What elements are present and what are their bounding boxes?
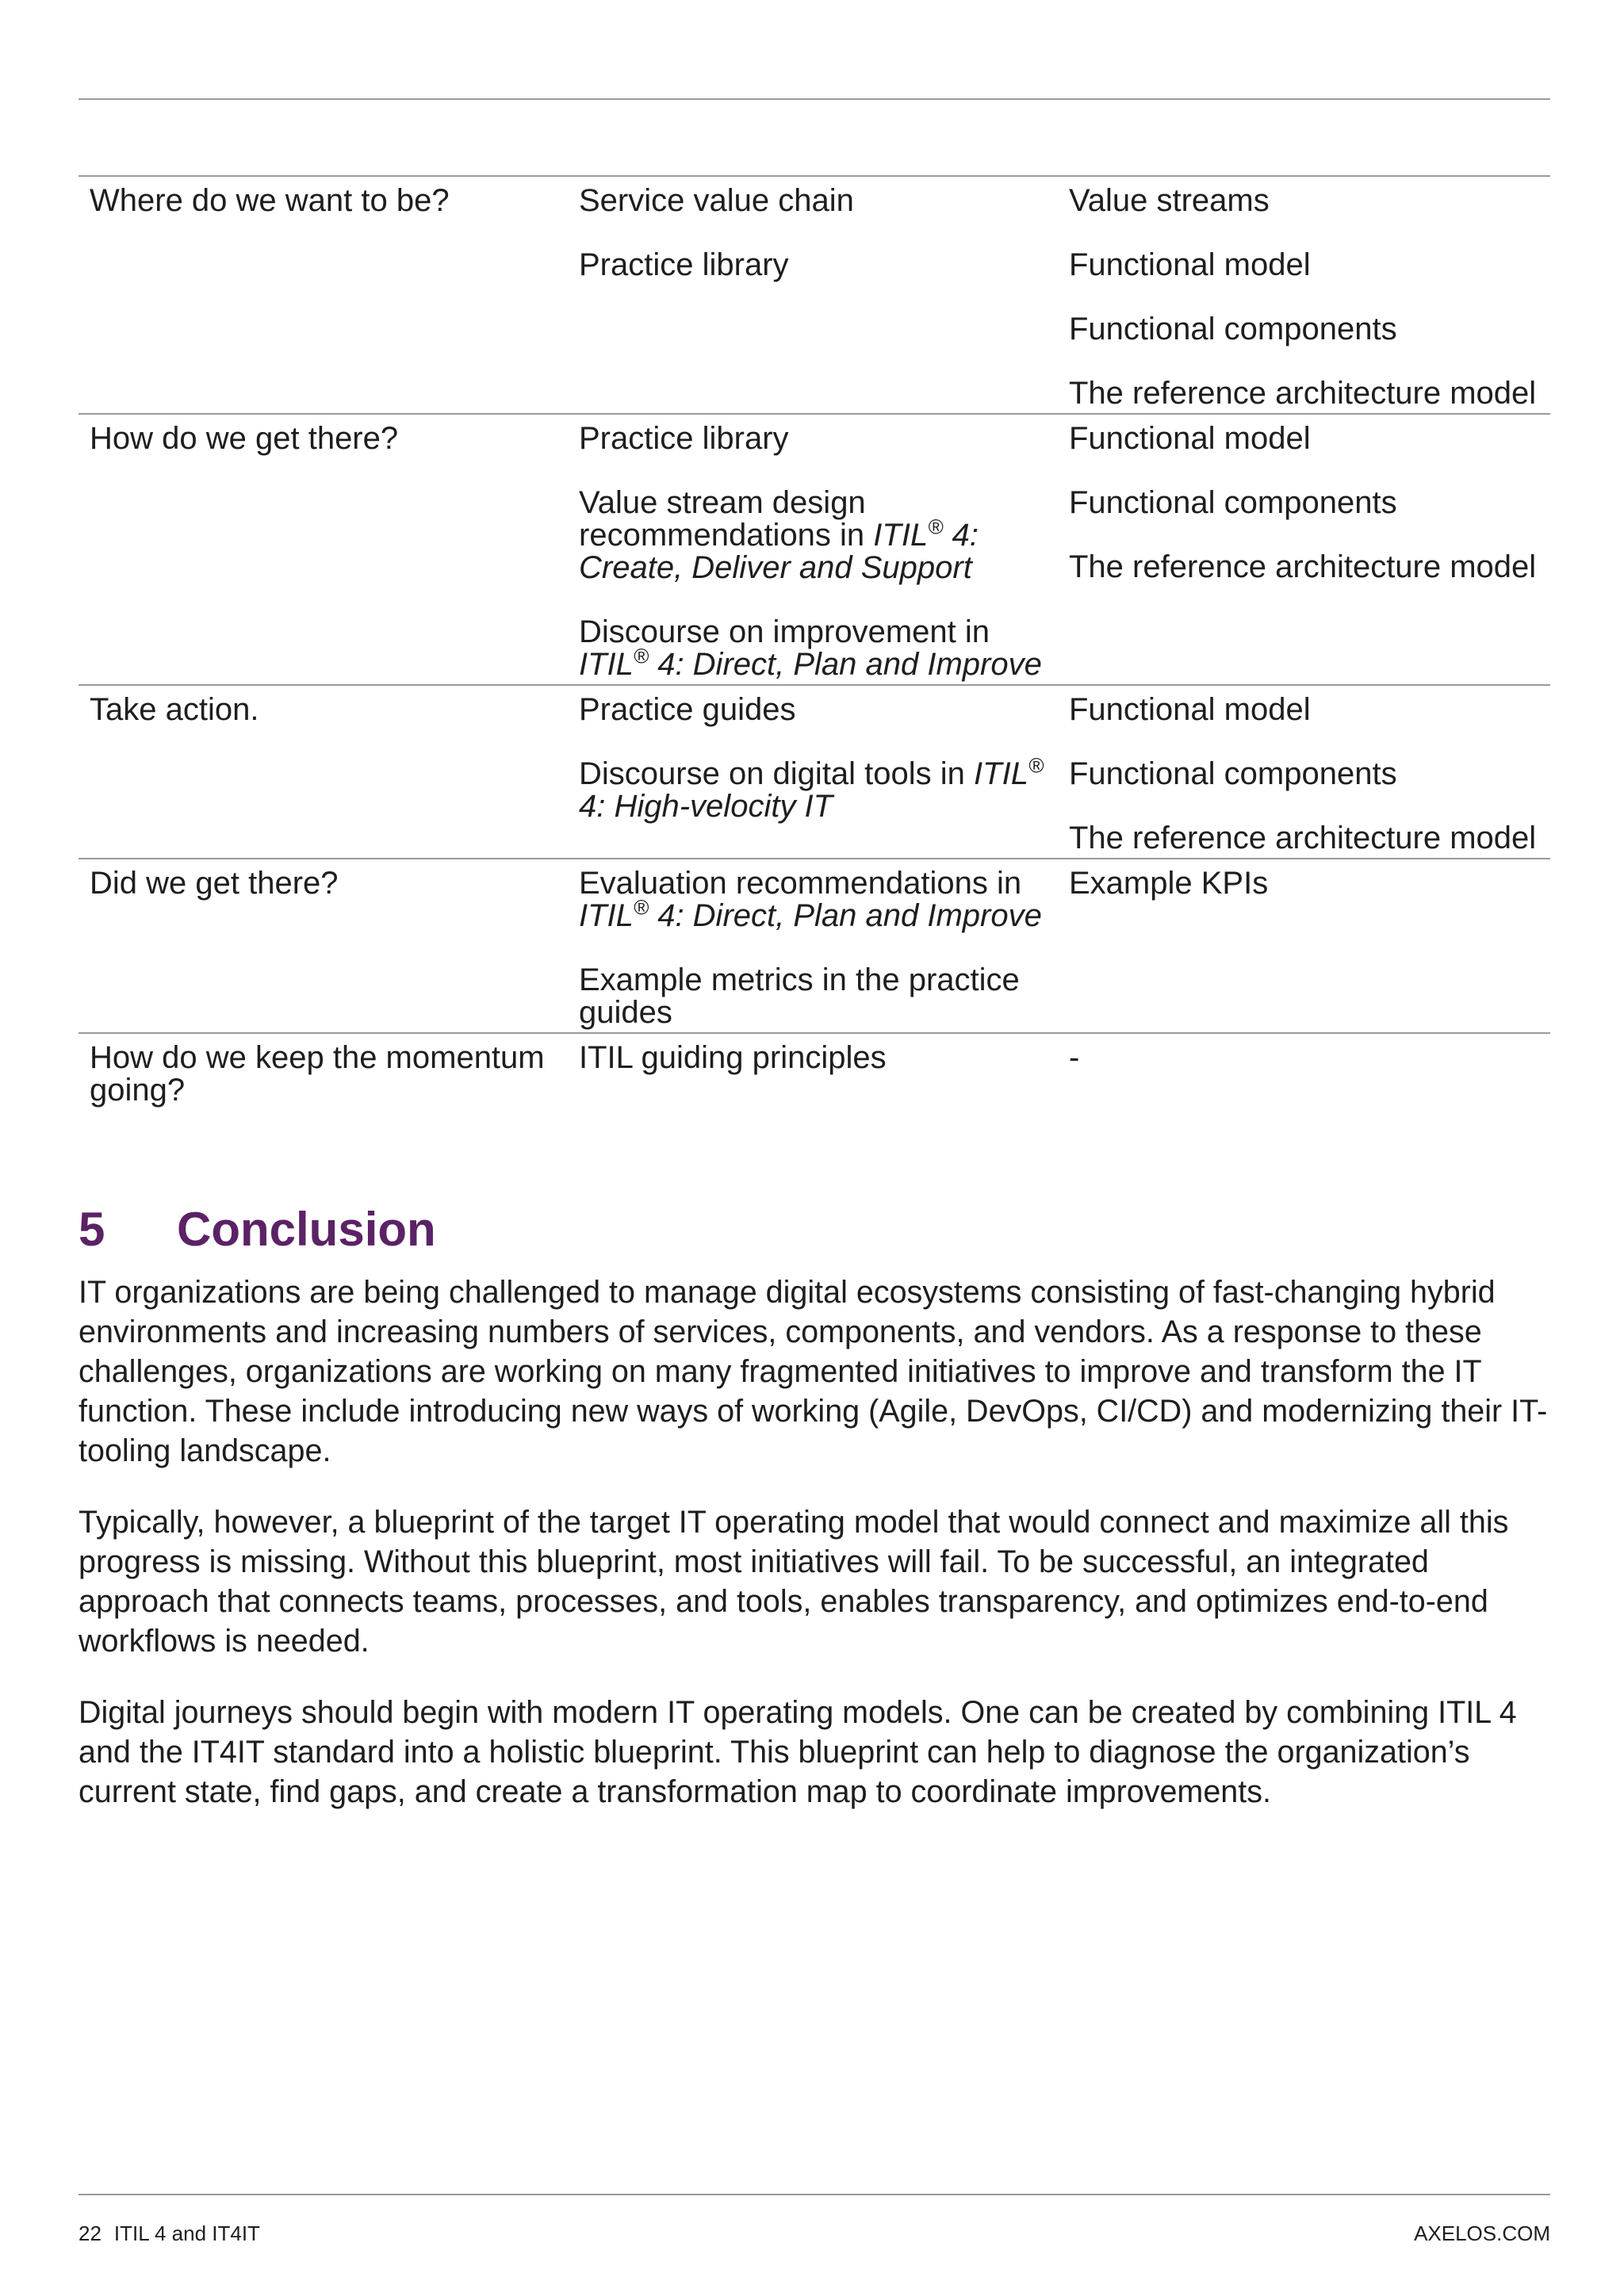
- it4it-entry: The reference architecture model: [1069, 821, 1537, 855]
- text-run: ITIL guiding principles: [579, 1040, 887, 1075]
- it4it-entry: Example KPIs: [1069, 866, 1269, 901]
- itil-entry: [579, 185, 1047, 217]
- text-run: ®: [633, 644, 649, 668]
- text-run: ITIL: [579, 647, 634, 682]
- it4it-entry: The reference architecture model: [1069, 549, 1537, 584]
- itil-entry: [579, 487, 1047, 584]
- text-run: Practice library: [579, 421, 789, 456]
- text-run: ®: [1028, 753, 1044, 778]
- itil-entry: [579, 694, 1047, 726]
- section-heading: [79, 1201, 436, 1258]
- text-run: Service value chain: [579, 183, 854, 218]
- text-run: ®: [633, 895, 649, 920]
- mapping-table: [79, 175, 1550, 1107]
- body-paragraph: Digital journeys should begin with modern IT operating models. One can be created by combining ITIL 4 and the IT4IT standard into a holistic blueprint. This blueprint can help to diagnose the organization’s current state, find gaps, and create a transformation map to coordinate improvements.: [79, 1695, 1517, 1809]
- itil-entry: [579, 249, 1047, 281]
- footer-left: [79, 2221, 260, 2245]
- footer-rule: [79, 2194, 1550, 2195]
- it4it-entry: The reference architecture model: [1069, 376, 1537, 411]
- itil-cell: [568, 859, 1058, 1033]
- text-run: ®: [928, 515, 944, 539]
- question-text: Take action.: [90, 692, 259, 727]
- table-row: [79, 859, 1550, 1033]
- itil-entry: [579, 964, 1047, 1029]
- text-run: 4: Direct, Plan and Improve: [649, 647, 1042, 682]
- it4it-cell: [1058, 685, 1550, 859]
- itil-entry: [579, 616, 1047, 681]
- it4it-cell: [1058, 176, 1550, 414]
- body-paragraph: Typically, however, a blueprint of the target IT operating model that would connect and maximize all this progress is missing. Without this blueprint, most initiatives will fail. To be successful, an integrated approach that connects teams, processes, and tools, enables transparency, and optimizes end-to-end workflows is needed.: [79, 1505, 1509, 1659]
- body-paragraph: IT organizations are being challenged to manage digital ecosystems consisting of fast-changing hybrid environments and increasing numbers of services, components, and vendors. As a response to these challenges, organizations are working on many fragmented initiatives to improve and transform the IT function. These include introducing new ways of working (Agile, DevOps, CI/CD) and modernizing their IT-tooling landscape.: [79, 1275, 1548, 1468]
- table-row: [79, 1033, 1550, 1107]
- itil-entry: [579, 423, 1047, 455]
- text-run: Value stream design recommendations in: [579, 485, 874, 553]
- it4it-entry: Functional model: [1069, 247, 1311, 282]
- text-run: Evaluation recommendations in: [579, 866, 1022, 901]
- it4it-entry: -: [1069, 1040, 1080, 1075]
- question-cell: [79, 1033, 568, 1107]
- header-rule: [79, 98, 1550, 100]
- text-run: ITIL: [873, 518, 929, 553]
- table-row: [79, 414, 1550, 685]
- footer-doc-title: ITIL 4 and IT4IT: [113, 2221, 260, 2245]
- text-run: 4: High-velocity IT: [579, 789, 833, 824]
- itil-entry: [579, 1042, 1047, 1074]
- itil-cell: [568, 1033, 1058, 1107]
- question-text: How do we keep the momentum going?: [90, 1040, 545, 1108]
- question-text: Where do we want to be?: [90, 183, 450, 218]
- question-cell: [79, 859, 568, 1033]
- it4it-entry: Value streams: [1069, 183, 1270, 218]
- table-body: [79, 176, 1550, 1107]
- text-run: Practice guides: [579, 692, 796, 727]
- question-cell: [79, 414, 568, 685]
- table-row: [79, 176, 1550, 414]
- it4it-entry: Functional components: [1069, 756, 1397, 791]
- itil-entry: [579, 867, 1047, 932]
- question-cell: [79, 685, 568, 859]
- it4it-cell: [1058, 859, 1550, 1033]
- it4it-entry: Functional model: [1069, 692, 1311, 727]
- text-run: Discourse on digital tools in: [579, 756, 975, 791]
- text-run: 4: Direct, Plan and Improve: [649, 898, 1042, 933]
- itil-cell: [568, 176, 1058, 414]
- it4it-entry: Functional components: [1069, 312, 1397, 346]
- it4it-cell: [1058, 414, 1550, 685]
- it4it-cell: [1058, 1033, 1550, 1107]
- text-run: Example metrics in the practice guides: [579, 962, 1020, 1030]
- text-run: Practice library: [579, 247, 789, 282]
- itil-cell: [568, 685, 1058, 859]
- it4it-entry: Functional model: [1069, 421, 1311, 456]
- footer-site: AXELOS.COM: [1414, 2221, 1550, 2245]
- question-text: Did we get there?: [90, 866, 339, 901]
- text-run: 4: Create, Deliver and Support: [579, 518, 979, 585]
- table-row: [79, 685, 1550, 859]
- question-cell: [79, 176, 568, 414]
- question-text: How do we get there?: [90, 421, 399, 456]
- section-body: [79, 1272, 1553, 1843]
- itil-cell: [568, 414, 1058, 685]
- it4it-entry: Functional components: [1069, 485, 1397, 520]
- section-number: 5: [79, 1203, 105, 1256]
- section-title: Conclusion: [177, 1203, 436, 1256]
- text-run: ITIL: [974, 756, 1028, 791]
- page-number: 22: [79, 2221, 102, 2245]
- text-run: ITIL: [579, 898, 634, 933]
- text-run: Discourse on improvement in: [579, 614, 990, 649]
- itil-entry: [579, 753, 1047, 824]
